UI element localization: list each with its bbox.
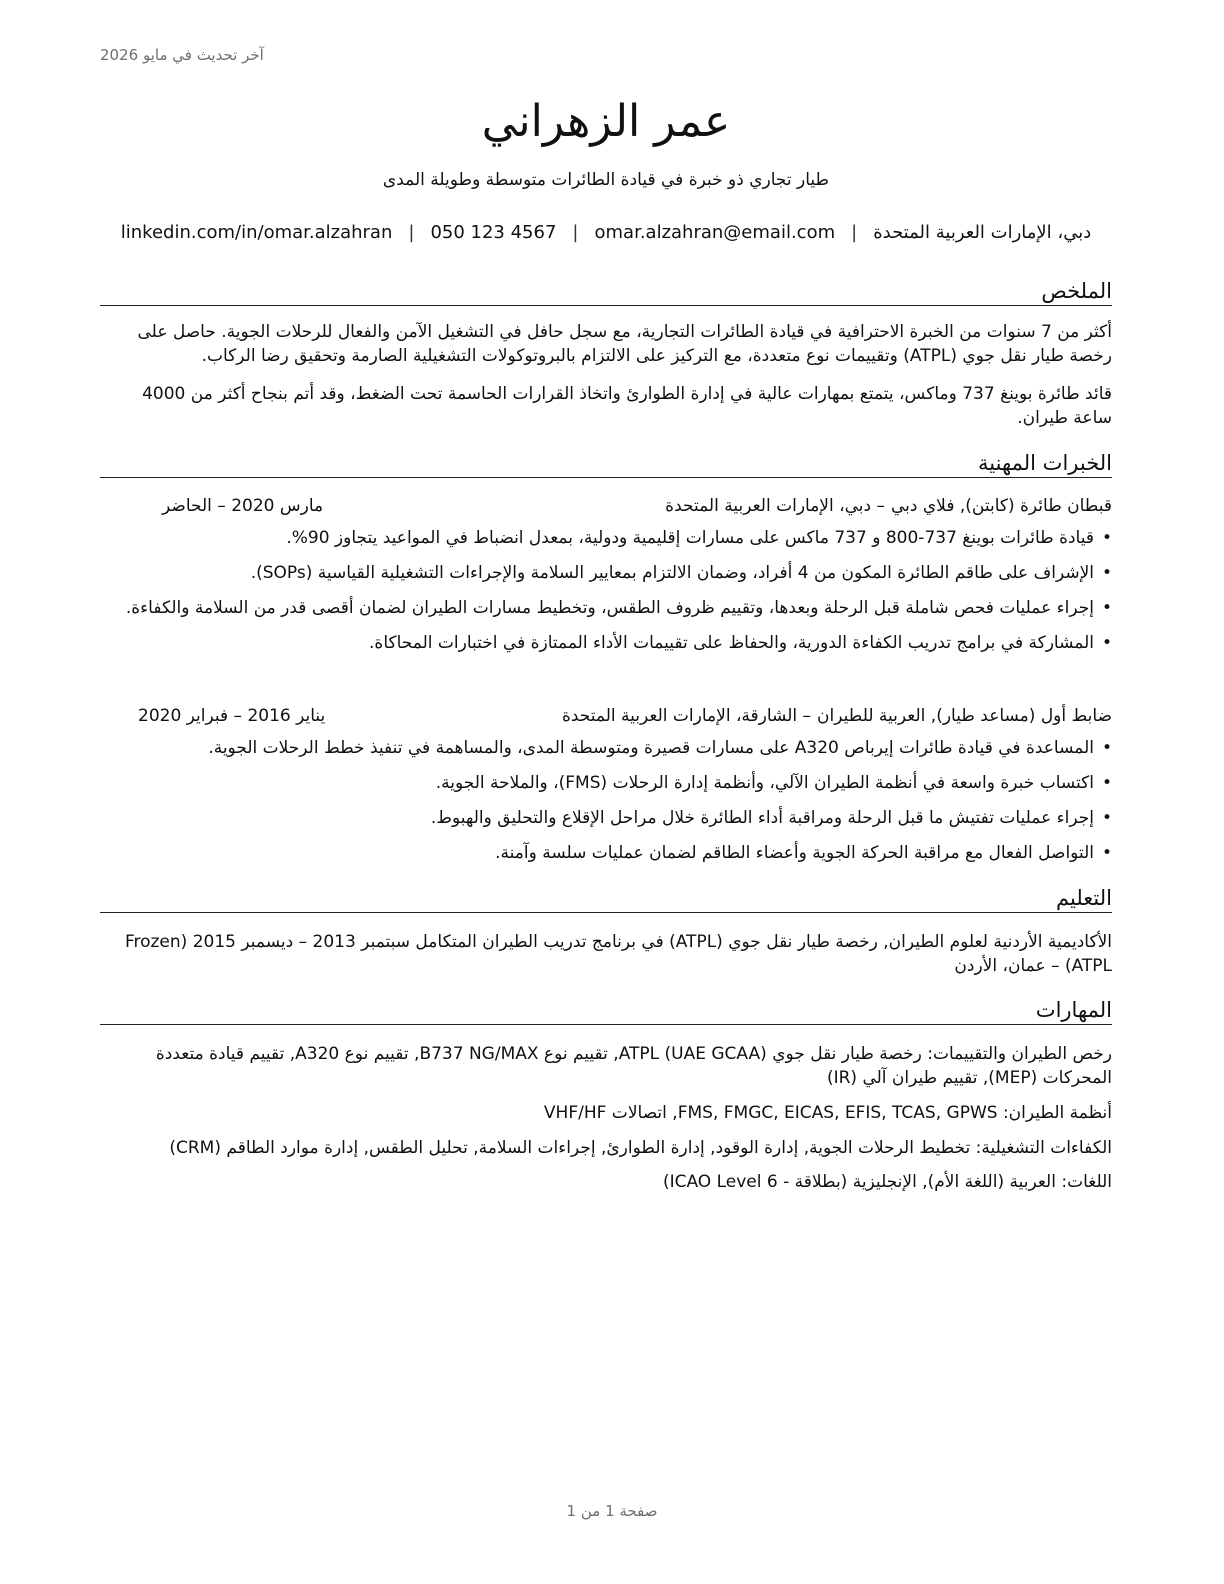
- page-number: صفحة 1 من 1: [566, 1502, 658, 1520]
- last-updated-note: آخر تحديث في مايو 2026: [100, 46, 264, 64]
- job-dates: مارس 2020 – الحاضر: [162, 496, 324, 516]
- job-location: – دبي، الإمارات العربية المتحدة: [665, 496, 885, 516]
- skill-line: الكفاءات التشغيلية: تخطيط الرحلات الجوية, إدارة الوقود, إدارة الطوارئ, إجراءات السلامة, تحليل الطقس, إدارة موارد الطاقم (CRM): [169, 1138, 1112, 1158]
- skill-line: رخص الطيران والتقييمات: رخصة طيار نقل جوي (ATPL (UAE GCAA, تقييم نوع B737 NG/MAX, تقييم نوع A320, تقييم قيادة متعددة المحركات (MEP), تقييم طيران آلي (IR): [155, 1044, 1112, 1088]
- contact-phone[interactable]: 050 123 4567: [430, 222, 557, 243]
- candidate-tagline: طيار تجاري ذو خبرة في قيادة الطائرات متوسطة وطويلة المدى: [382, 170, 830, 190]
- list-item: • التواصل الفعال مع مراقبة الحركة الجوية وأعضاء الطاقم لضمان عمليات سلسة وآمنة.: [100, 841, 1112, 865]
- section-title-education: التعليم: [100, 885, 1112, 913]
- job-dates: يناير 2016 – فبراير 2020: [138, 706, 326, 726]
- section-title-summary: الملخص: [100, 278, 1112, 306]
- summary-paragraph: قائد طائرة بوينغ 737 وماكس، يتمتع بمهارات عالية في إدارة الطوارئ واتخاذ القرارات الحاسمة تحت الضغط، وقد أتم بنجاح أكثر من 4000 ساعة طيران.: [142, 384, 1112, 428]
- contact-email[interactable]: omar.alzahran@email.com: [594, 222, 836, 243]
- list-item: • قيادة طائرات بوينغ 737-800 و 737 ماكس على مسارات إقليمية ودولية، بمعدل انضباط في المواعيد يتجاوز 90%.: [100, 526, 1112, 550]
- education-entry: الأكاديمية الأردنية لعلوم الطيران, رخصة طيار نقل جوي (ATPL) في برنامج تدريب الطيران المتكامل سبتمبر 2013 – ديسمبر 2015 (Frozen ATPL) – عمان، الأردن: [124, 932, 1112, 976]
- contact-linkedin[interactable]: linkedin.com/in/omar.alzahran: [120, 222, 393, 243]
- resume-page: [100, 0, 1112, 1584]
- section-title-experience: الخبرات المهنية: [100, 450, 1112, 478]
- skill-line: أنظمة الطيران: FMS, FMGC, EICAS, EFIS, TCAS, GPWS, اتصالات VHF/HF: [543, 1103, 1112, 1123]
- job-bullets: [100, 526, 1112, 666]
- contact-line: [100, 222, 1112, 243]
- job-title: ضابط أول (مساعد طيار), العربية للطيران: [817, 706, 1112, 726]
- skill-line: اللغات: العربية (اللغة الأم), الإنجليزية (بطلاقة - ICAO Level 6): [662, 1172, 1112, 1192]
- job-title: قبطان طائرة (كابتن), فلاي دبي: [891, 496, 1112, 516]
- contact-separator: |: [408, 222, 415, 243]
- candidate-name: عمر الزهراني: [481, 96, 731, 147]
- list-item: • المشاركة في برامج تدريب الكفاءة الدورية، والحفاظ على تقييمات الأداء الممتازة في اختبارات المحاكاة.: [100, 631, 1112, 655]
- list-item: • إجراء عمليات فحص شاملة قبل الرحلة وبعدها، وتقييم ظروف الطقس، وتخطيط مسارات الطيران لضمان أقصى قدر من السلامة والكفاءة.: [100, 596, 1112, 620]
- job-bullets: [100, 736, 1112, 876]
- list-item: • اكتساب خبرة واسعة في أنظمة الطيران الآلي، وأنظمة إدارة الرحلات (FMS)، والملاحة الجوية.: [100, 771, 1112, 795]
- list-item: • المساعدة في قيادة طائرات إيرباص A320 على مسارات قصيرة ومتوسطة المدى، والمساهمة في تنفيذ خطط الرحلات الجوية.: [100, 736, 1112, 760]
- contact-location: دبي، الإمارات العربية المتحدة: [873, 222, 1092, 243]
- job-header: [100, 494, 1112, 518]
- job-header: [100, 704, 1112, 728]
- section-title-skills: المهارات: [100, 997, 1112, 1025]
- job-location: – الشارقة، الإمارات العربية المتحدة: [561, 706, 812, 726]
- list-item: • الإشراف على طاقم الطائرة المكون من 4 أفراد، وضمان الالتزام بمعايير السلامة والإجراءات التشغيلية القياسية (SOPs).: [100, 561, 1112, 585]
- contact-separator: |: [572, 222, 579, 243]
- summary-paragraph: أكثر من 7 سنوات من الخبرة الاحترافية في قيادة الطائرات التجارية، مع سجل حافل في التشغيل الآمن والفعال للرحلات الجوية. حاصل على رخصة طيار نقل جوي (ATPL) وتقييمات نوع متعددة، مع التركيز على الالتزام بالبروتوكولات التشغيلية الصارمة وتحقيق رضا الركاب.: [137, 322, 1112, 366]
- list-item: • إجراء عمليات تفتيش ما قبل الرحلة ومراقبة أداء الطائرة خلال مراحل الإقلاع والتحليق والهبوط.: [100, 806, 1112, 830]
- contact-separator: |: [851, 222, 858, 243]
